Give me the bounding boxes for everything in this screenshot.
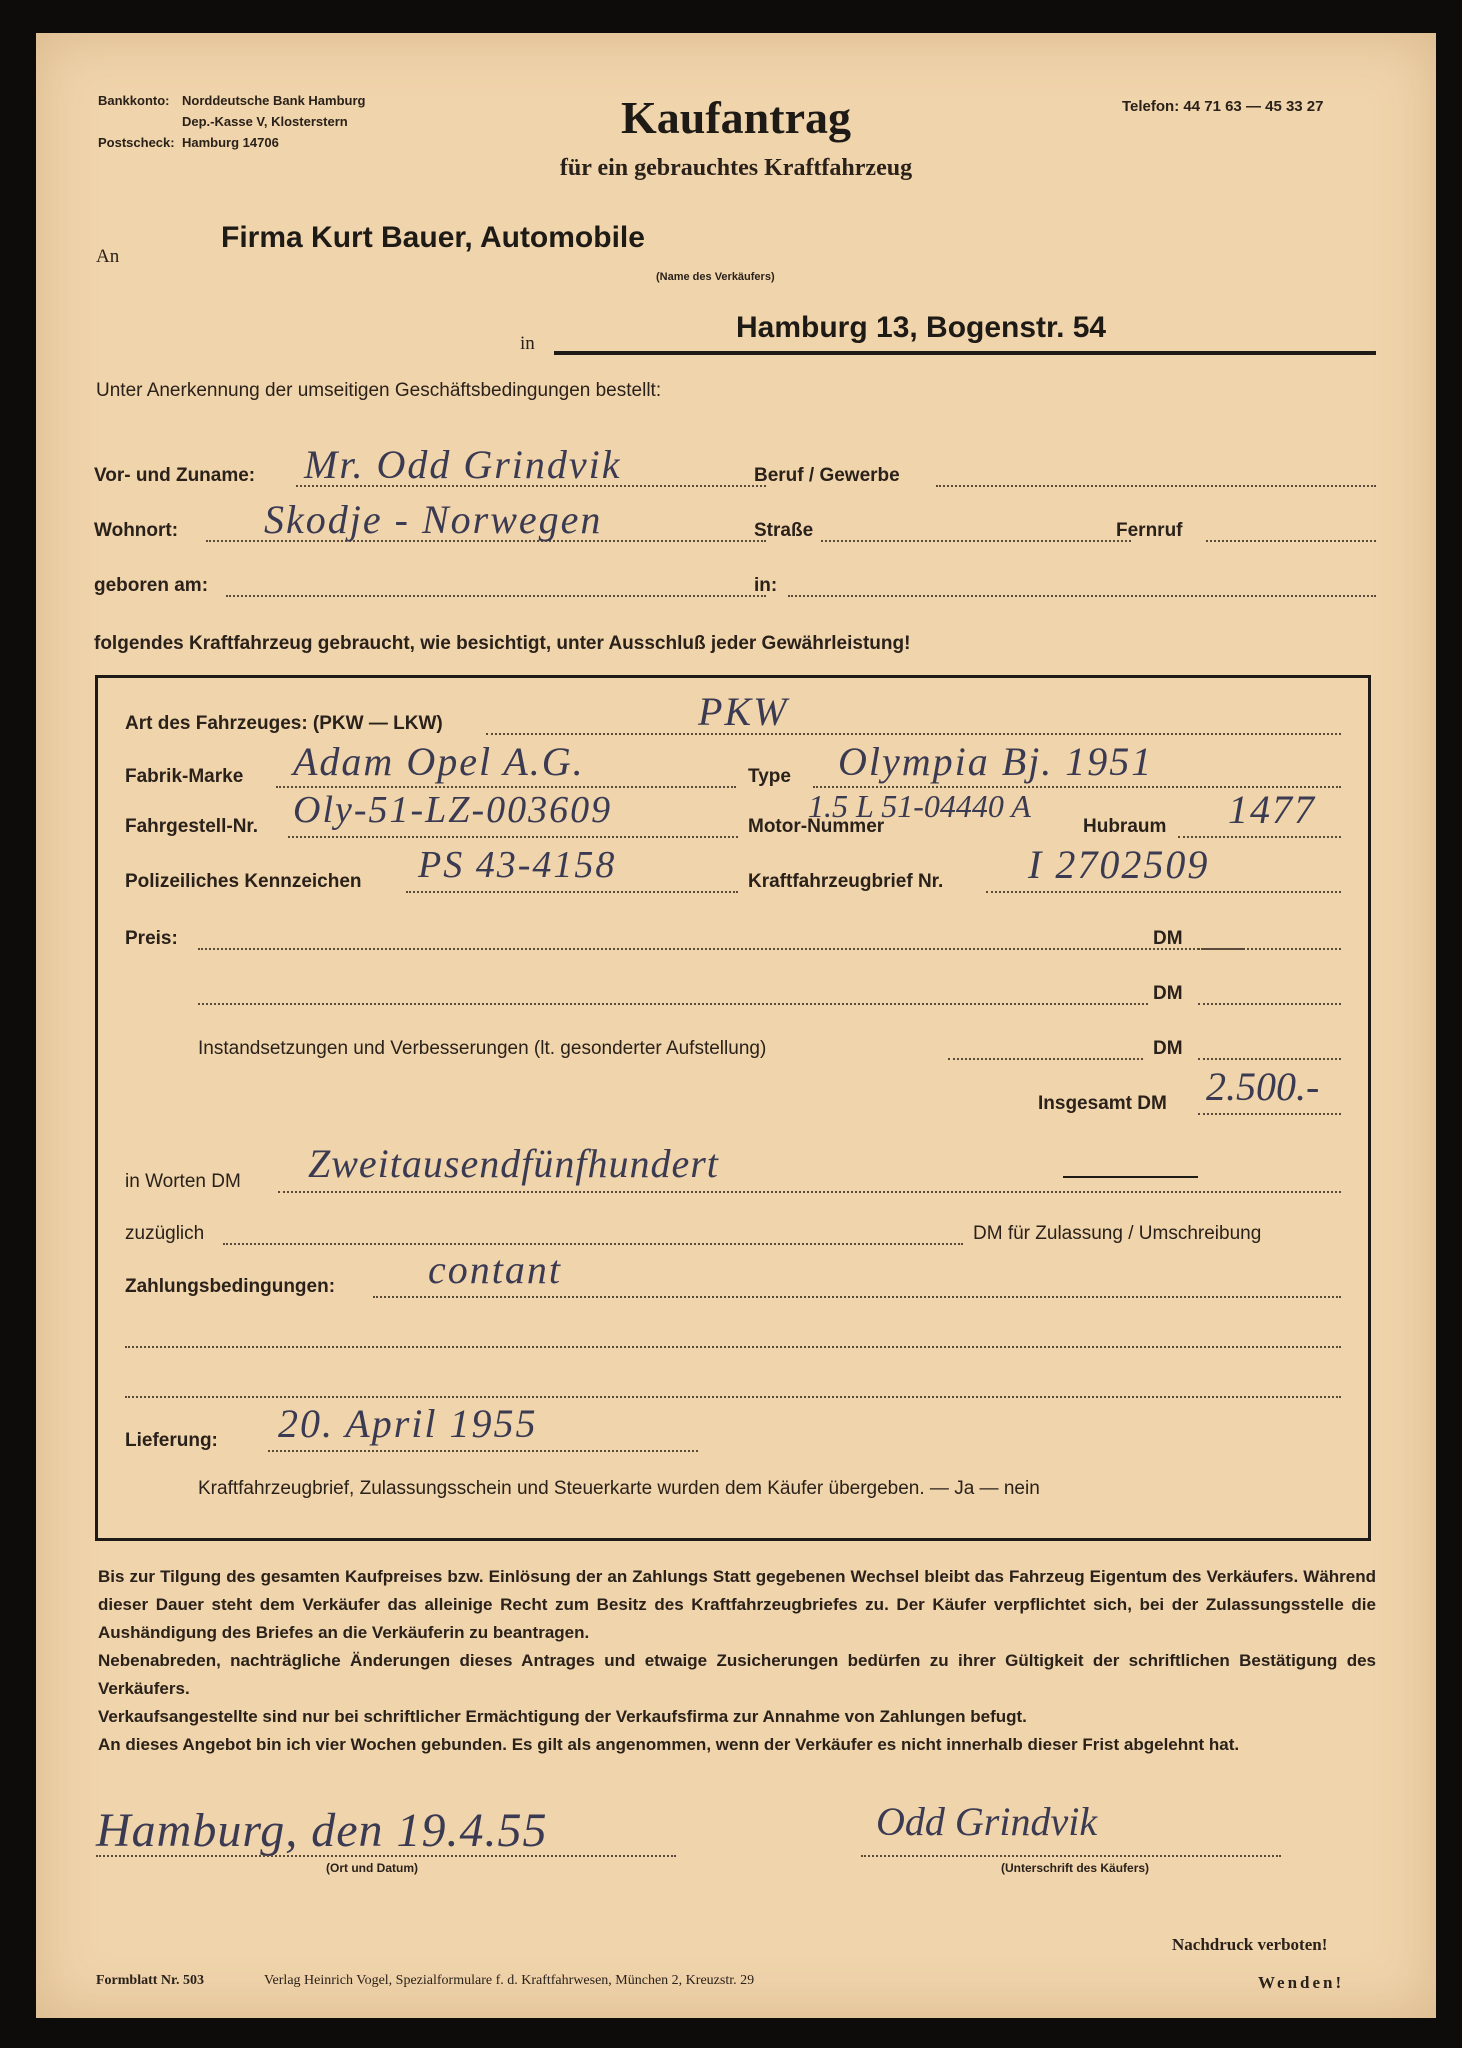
place-date-caption: (Ort und Datum) — [326, 1861, 418, 1875]
register-line — [986, 891, 1341, 893]
seller-name: Firma Kurt Bauer, Automobile — [221, 221, 645, 254]
make-value[interactable]: Adam Opel A.G. — [293, 739, 585, 784]
fernruf-line[interactable] — [1206, 540, 1376, 542]
extra-suffix: DM für Zulassung / Umschreibung — [973, 1223, 1262, 1244]
place-date-line — [96, 1855, 676, 1857]
address-underline — [554, 351, 1376, 355]
turn-notice: Wenden! — [1258, 1973, 1345, 1992]
seller-address: Hamburg 13, Bogenstr. 54 — [736, 311, 1107, 344]
blank-line-1[interactable] — [125, 1346, 1341, 1348]
form-paper — [36, 33, 1436, 2018]
repairs-line[interactable] — [948, 1058, 1143, 1060]
price-amount-line-2[interactable] — [1198, 1003, 1341, 1005]
price-amount-line[interactable] — [1198, 948, 1341, 950]
make-label: Fabrik-Marke — [125, 766, 244, 787]
bank-value-2: Dep.-Kasse V, Klosterstern — [182, 114, 348, 129]
kind-line — [486, 733, 1341, 735]
repairs-currency: DM — [1153, 1038, 1183, 1059]
delivery-line — [268, 1450, 698, 1452]
vehicle-intro: folgendes Kraftfahrzeug gebraucht, wie besichtigt, unter Ausschluß jeder Gewährleistung! — [94, 633, 911, 654]
bank-label-3: Postscheck: — [98, 135, 175, 150]
job-line[interactable] — [936, 485, 1376, 487]
bank-label-1: Bankkonto: — [98, 93, 170, 108]
displacement-value[interactable]: 1477 — [1228, 787, 1316, 832]
chassis-value[interactable]: Oly-51-LZ-003609 — [293, 789, 613, 831]
in-label: in — [520, 333, 535, 354]
type-value[interactable]: Olympia Bj. 1951 — [838, 739, 1154, 784]
price-currency: DM — [1153, 928, 1183, 949]
delivery-value[interactable]: 20. April 1955 — [278, 1401, 538, 1446]
form-number: Formblatt Nr. 503 — [96, 1973, 204, 1988]
words-value[interactable]: Zweitausendfünfhundert — [308, 1141, 719, 1186]
chassis-label: Fahrgestell-Nr. — [125, 816, 259, 837]
engine-value[interactable]: 1.5 L 51-04440 A — [808, 788, 1031, 824]
buyer-name-value[interactable]: Mr. Odd Grindvik — [304, 442, 622, 487]
job-label: Beruf / Gewerbe — [754, 465, 900, 486]
terms-value[interactable]: contant — [428, 1247, 562, 1292]
buyer-signature-caption: (Unterschrift des Käufers) — [1001, 1861, 1150, 1875]
price-currency-2: DM — [1153, 983, 1183, 1004]
words-label: in Worten DM — [125, 1171, 241, 1192]
extra-line[interactable] — [223, 1243, 963, 1245]
bank-value-3: Hamburg 14706 — [182, 135, 279, 150]
type-label: Type — [748, 766, 791, 787]
terms-paragraph-1: Bis zur Tilgung des gesamten Kaufpreises bzw. Einlösung der an Zahlungs Statt gegebenen Wechsel bleibt das Fahrzeug Eigentum des Verkäufers. Während dieser Dauer steht dem Verkäufer das alleinige Recht zum Besitz des Kraftfahrzeugbriefes zu. Der Käufer verpflichtet sich, bei der Zulassungsstelle die Aushändigung des Briefes an die Verkäuferin zu beantragen. — [98, 1567, 1376, 1642]
buyer-name-label: Vor- und Zuname: — [94, 465, 256, 486]
register-value[interactable]: I 2702509 — [1028, 842, 1210, 887]
buyer-signature[interactable]: Odd Grindvik — [876, 1799, 1098, 1844]
handover-text: Kraftfahrzeugbrief, Zulassungsschein und Steuerkarte wurden dem Käufer übergeben. — Ja — nein — [198, 1478, 1040, 1499]
fernruf-label: Fernruf — [1116, 520, 1183, 541]
terms-paragraph-2: Nebenabreden, nachträgliche Änderungen dieses Antrages und etwaige Zusicherungen bedürfen zu ihrer Gültigkeit der schriftlichen Bestätigung des Verkäufers. — [98, 1651, 1376, 1698]
extra-label: zuzüglich — [125, 1223, 205, 1244]
reprint-notice: Nachdruck verboten! — [1172, 1935, 1328, 1954]
chassis-line — [288, 836, 738, 838]
born-line[interactable] — [226, 595, 766, 597]
terms-label: Zahlungsbedingungen: — [125, 1276, 336, 1297]
words-line — [278, 1191, 1341, 1193]
residence-label: Wohnort: — [94, 520, 179, 541]
terms-paragraph-4: An dieses Angebot bin ich vier Wochen gebunden. Es gilt als angenommen, wenn der Verkäufer es nicht innerhalb dieser Frist abgelehnt hat. — [98, 1735, 1240, 1754]
born-label: geboren am: — [94, 575, 209, 596]
street-line[interactable] — [821, 540, 1131, 542]
buyer-signature-line — [861, 1855, 1281, 1857]
residence-value[interactable]: Skodje - Norwegen — [264, 497, 603, 542]
born-in-line[interactable] — [788, 595, 1376, 597]
blank-line-2[interactable] — [125, 1396, 1341, 1398]
price-line[interactable] — [198, 948, 1243, 950]
total-label: Insgesamt DM — [1038, 1093, 1167, 1114]
phone-numbers: Telefon: 44 71 63 — 45 33 27 — [1122, 98, 1324, 115]
an-label: An — [96, 246, 120, 267]
seller-name-caption: (Name des Verkäufers) — [656, 271, 775, 283]
engine-label: Motor-Nummer — [748, 816, 885, 837]
bank-value-1: Norddeutsche Bank Hamburg — [182, 93, 366, 108]
page-title: Kaufantrag — [621, 92, 851, 143]
plate-value[interactable]: PS 43-4158 — [418, 844, 617, 886]
page-subtitle: für ein gebrauchtes Kraftfahrzeug — [559, 155, 913, 181]
total-value[interactable]: 2.500.- — [1206, 1064, 1320, 1109]
delivery-label: Lieferung: — [125, 1430, 218, 1451]
buyer-intro: Unter Anerkennung der umseitigen Geschäftsbedingungen bestellt: — [96, 380, 662, 401]
kind-value[interactable]: PKW — [698, 689, 789, 734]
total-line — [1198, 1113, 1341, 1115]
place-date-value[interactable]: Hamburg, den 19.4.55 — [96, 1804, 548, 1857]
terms-block — [98, 1563, 1376, 1759]
plate-line — [406, 891, 738, 893]
register-label: Kraftfahrzeugbrief Nr. — [748, 871, 944, 892]
displacement-line — [1178, 836, 1341, 838]
publisher: Verlag Heinrich Vogel, Spezialformulare f. d. Kraftfahrwesen, München 2, Kreuzstr. 29 — [264, 1973, 755, 1988]
street-label: Straße — [754, 520, 814, 541]
terms-line — [373, 1296, 1341, 1298]
repairs-amount-line[interactable] — [1198, 1058, 1341, 1060]
price-line-2[interactable] — [198, 1003, 1148, 1005]
words-strike-line — [1063, 1176, 1198, 1178]
kind-label: Art des Fahrzeuges: (PKW — LKW) — [125, 713, 443, 734]
displacement-label: Hubraum — [1083, 816, 1167, 837]
born-in-label: in: — [754, 575, 778, 596]
repairs-label: Instandsetzungen und Verbesserungen (lt. gesonderter Aufstellung) — [198, 1038, 767, 1059]
vehicle-box — [95, 675, 1371, 1541]
price-label: Preis: — [125, 928, 178, 949]
plate-label: Polizeiliches Kennzeichen — [125, 871, 362, 892]
terms-paragraph-3: Verkaufsangestellte sind nur bei schriftlicher Ermächtigung der Verkaufsfirma zur Annahme von Zahlungen befugt. — [98, 1707, 1027, 1726]
